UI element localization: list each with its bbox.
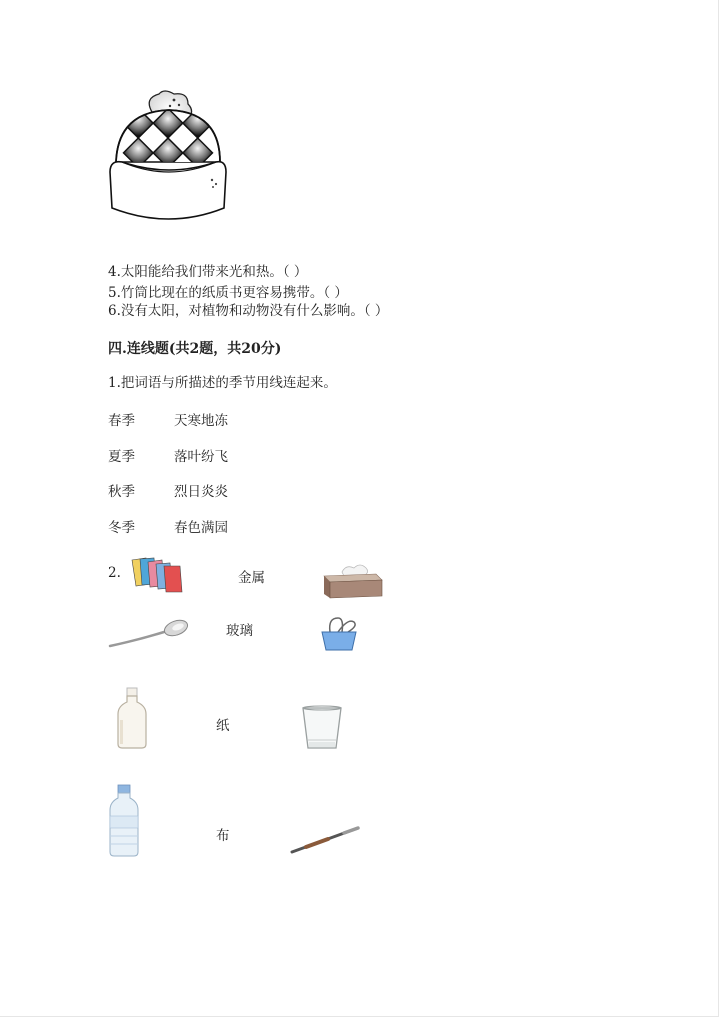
season-spring: 春季	[108, 413, 135, 429]
knit-hat-illustration	[104, 90, 234, 225]
glass-bottle-icon	[112, 686, 152, 750]
question-2-number: 2.	[108, 565, 121, 581]
phrase-1: 天寒地冻	[174, 413, 228, 429]
section-heading: 四.连线题(共2题，共20分)	[108, 341, 282, 357]
binder-clip-icon	[318, 614, 360, 654]
phrase-2: 落叶纷飞	[174, 449, 228, 465]
statement-4: 4.太阳能给我们带来光和热。（ ）	[108, 264, 308, 280]
phrase-4: 春色满园	[174, 520, 228, 536]
drinking-glass-icon	[300, 704, 344, 750]
material-paper: 纸	[216, 718, 230, 734]
material-metal: 金属	[238, 570, 265, 586]
season-autumn: 秋季	[108, 484, 135, 500]
question-1-prompt: 1.把词语与所描述的季节用线连起来。	[108, 375, 337, 391]
statement-5: 5.竹筒比现在的纸质书更容易携带。（ ）	[108, 285, 348, 301]
cloth-swatches-icon	[126, 556, 188, 596]
pen-icon	[288, 822, 362, 856]
material-cloth: 布	[216, 828, 230, 844]
statement-6: 6.没有太阳，对植物和动物没有什么影响。（ ）	[108, 303, 389, 319]
material-glass: 玻璃	[226, 623, 253, 639]
season-summer: 夏季	[108, 449, 135, 465]
phrase-3: 烈日炎炎	[174, 484, 228, 500]
plastic-water-bottle-icon	[106, 784, 142, 858]
metal-spoon-icon	[108, 616, 192, 652]
tissue-box-icon	[320, 562, 386, 600]
season-winter: 冬季	[108, 520, 135, 536]
